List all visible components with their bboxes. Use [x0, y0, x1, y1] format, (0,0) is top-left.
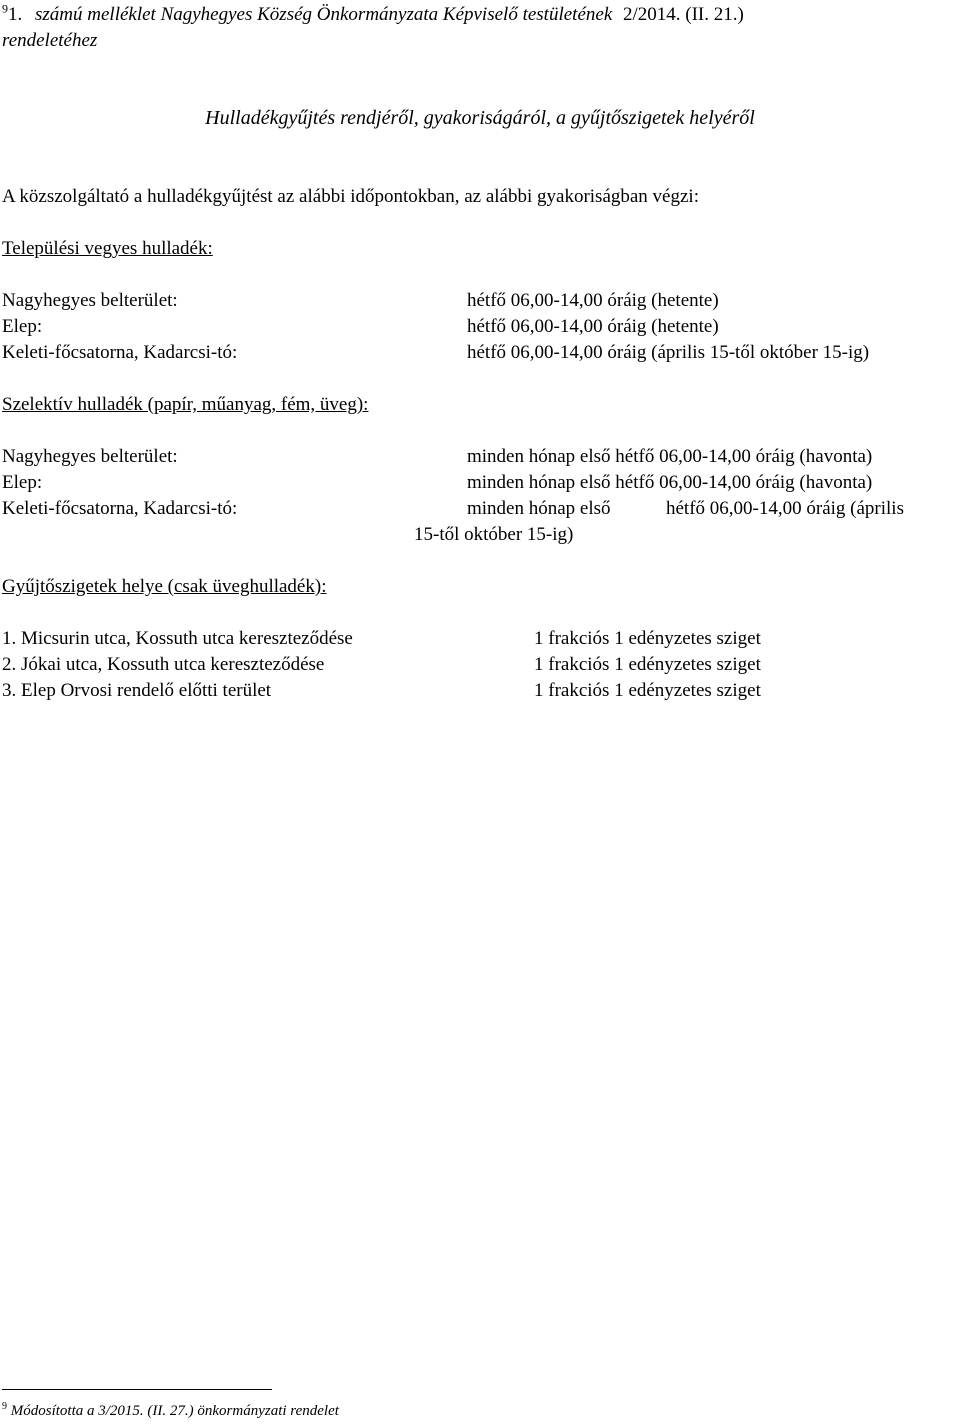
annex-title-text: számú melléklet Nagyhegyes Község Önkormányzata Képviselő testületének: [35, 4, 613, 25]
page-title: Hulladékgyűjtés rendjéről, gyakoriságáról, a gyűjtőszigetek helyéről: [205, 107, 755, 129]
annex-header-line-1: [2, 2, 744, 28]
selective-waste-heading: Szelektív hulladék (papír, műanyag, fém, üveg):: [2, 394, 369, 415]
footnote-separator: [2, 1389, 272, 1390]
collection-islands-heading: Gyűjtőszigetek helye (csak üveghulladék):: [2, 576, 327, 597]
footnote-mark: 9: [2, 1401, 7, 1412]
footnote: [2, 1402, 339, 1420]
island-location: 1. Micsurin utca, Kossuth utca kereszteződése: [2, 628, 353, 649]
mixed-row-time: hétfő 06,00-14,00 óráig (hetente): [467, 316, 719, 337]
mixed-row-place: Elep:: [2, 316, 43, 337]
island-type: 1 frakciós 1 edényzetes sziget: [534, 680, 761, 701]
footnote-text: Módosította a 3/2015. (II. 27.) önkormányzati rendelet: [10, 1403, 339, 1419]
selective-row-place: Keleti-főcsatorna, Kadarcsi-tó:: [2, 498, 238, 519]
annex-header-line-2: rendeletéhez: [2, 30, 98, 51]
annex-number: 1.: [8, 4, 23, 25]
mixed-row-place: Keleti-főcsatorna, Kadarcsi-tó:: [2, 342, 238, 363]
island-location: 3. Elep Orvosi rendelő előtti terület: [2, 680, 272, 701]
selective-row-time: minden hónap első: [467, 498, 611, 519]
annex-decree-number: 2/2014. (II. 21.): [623, 4, 744, 25]
mixed-row-time: hétfő 06,00-14,00 óráig (hetente): [467, 290, 719, 311]
intro-paragraph: A közszolgáltató a hulladékgyűjtést az alábbi időpontokban, az alábbi gyakoriságban végzi:: [2, 186, 699, 207]
selective-row-time: hétfő 06,00-14,00 óráig (április: [666, 498, 904, 519]
selective-row-time: minden hónap első hétfő 06,00-14,00 óráig (havonta): [467, 472, 873, 493]
mixed-waste-heading: Települési vegyes hulladék:: [2, 238, 213, 259]
island-location: 2. Jókai utca, Kossuth utca kereszteződése: [2, 654, 325, 675]
mixed-row-time: hétfő 06,00-14,00 óráig (április 15-től október 15-ig): [467, 342, 870, 363]
mixed-row-place: Nagyhegyes belterület:: [2, 290, 178, 311]
island-type: 1 frakciós 1 edényzetes sziget: [534, 628, 761, 649]
selective-row-time-continued: 15-től október 15-ig): [414, 524, 574, 545]
selective-row-time: minden hónap első hétfő 06,00-14,00 óráig (havonta): [467, 446, 873, 467]
island-type: 1 frakciós 1 edényzetes sziget: [534, 654, 761, 675]
footnote-reference[interactable]: 9: [2, 1, 8, 16]
selective-row-place: Nagyhegyes belterület:: [2, 446, 178, 467]
selective-row-place: Elep:: [2, 472, 43, 493]
